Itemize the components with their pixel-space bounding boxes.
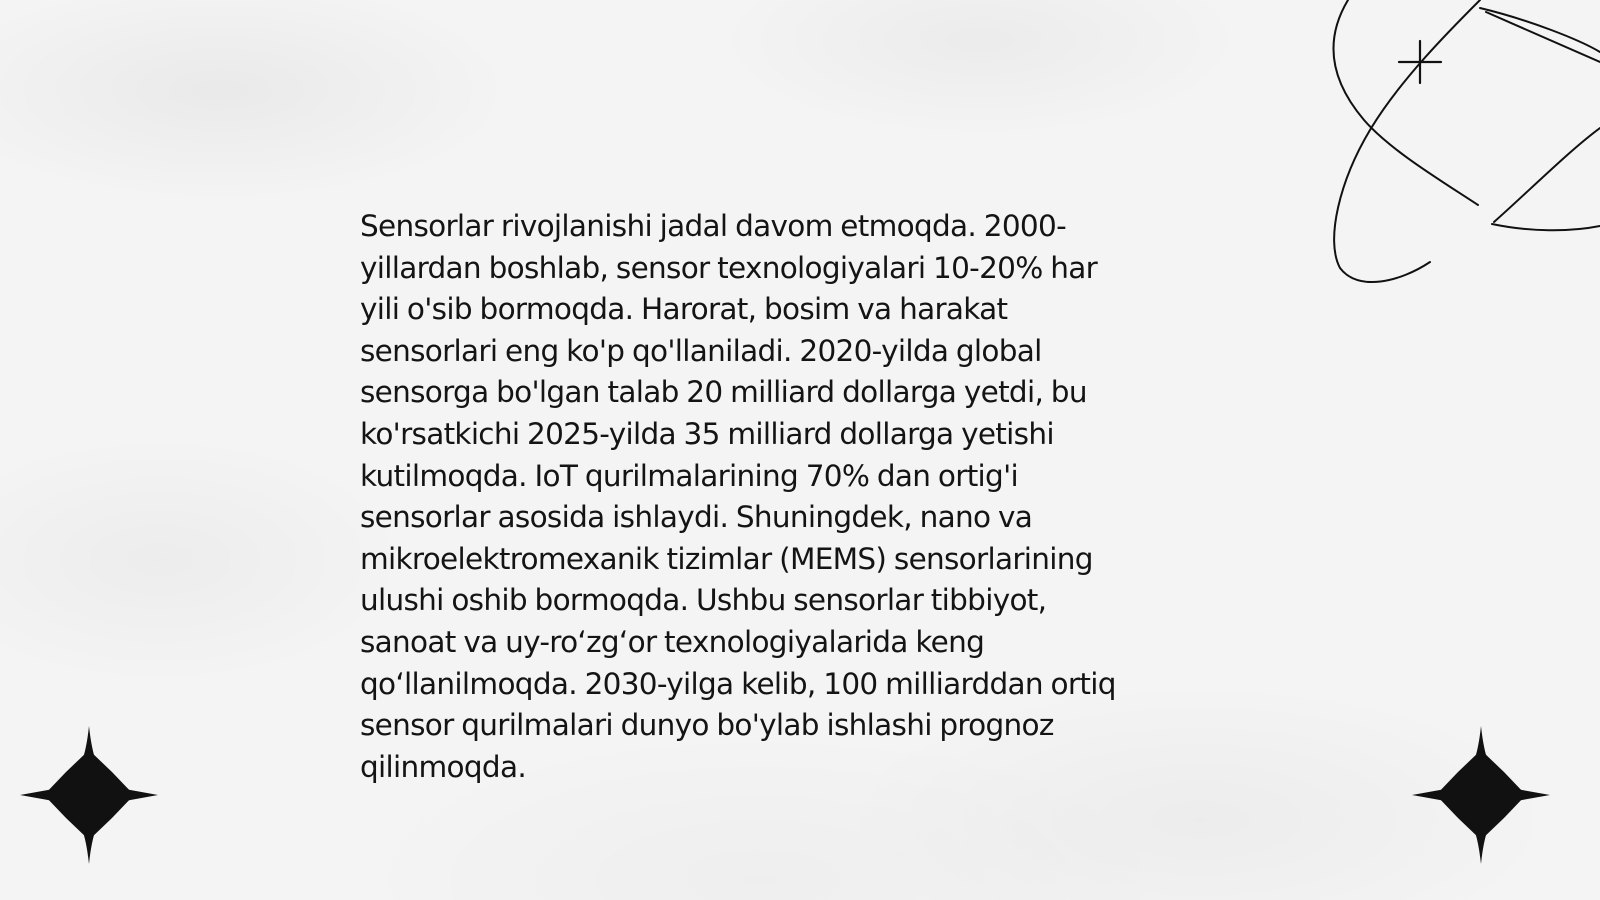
body-line: mikroelektromexanik tizimlar (MEMS) sensorlarining	[360, 541, 1093, 576]
slide-body-text	[360, 206, 1240, 788]
body-line: kutilmoqda. IoT qurilmalarining 70% dan ortig'i	[360, 458, 1018, 493]
body-line: sensorlar asosida ishlaydi. Shuningdek, nano va	[360, 500, 1033, 535]
body-line: sensorga bo'lgan talab 20 milliard dollarga yetdi, bu	[360, 375, 1087, 410]
body-line: sensor qurilmalari dunyo bo'ylab ishlashi prognoz	[360, 708, 1054, 743]
orbit-ring-icon	[1330, 0, 1600, 300]
body-line: qo‘llanilmoqda. 2030-yilga kelib, 100 milliarddan ortiq	[360, 666, 1116, 701]
body-line: ko'rsatkichi 2025-yilda 35 milliard dollarga yetishi	[360, 416, 1054, 451]
body-line: qilinmoqda.	[360, 749, 527, 784]
body-line: ulushi oshib bormoqda. Ushbu sensorlar tibbiyot,	[360, 583, 1047, 618]
body-line: Sensorlar rivojlanishi jadal davom etmoqda. 2000-	[360, 209, 1067, 243]
four-point-star-icon	[20, 726, 158, 864]
body-line: sanoat va uy-ro‘zg‘or texnologiyalarida keng	[360, 624, 985, 659]
four-point-star-icon	[1412, 726, 1550, 864]
body-line: yili o'sib bormoqda. Harorat, bosim va harakat	[360, 292, 1008, 327]
body-line: yillardan boshlab, sensor texnologiyalari 10-20% har	[360, 250, 1098, 285]
body-line: sensorlari eng ko'p qo'llaniladi. 2020-yilda global	[360, 333, 1042, 368]
